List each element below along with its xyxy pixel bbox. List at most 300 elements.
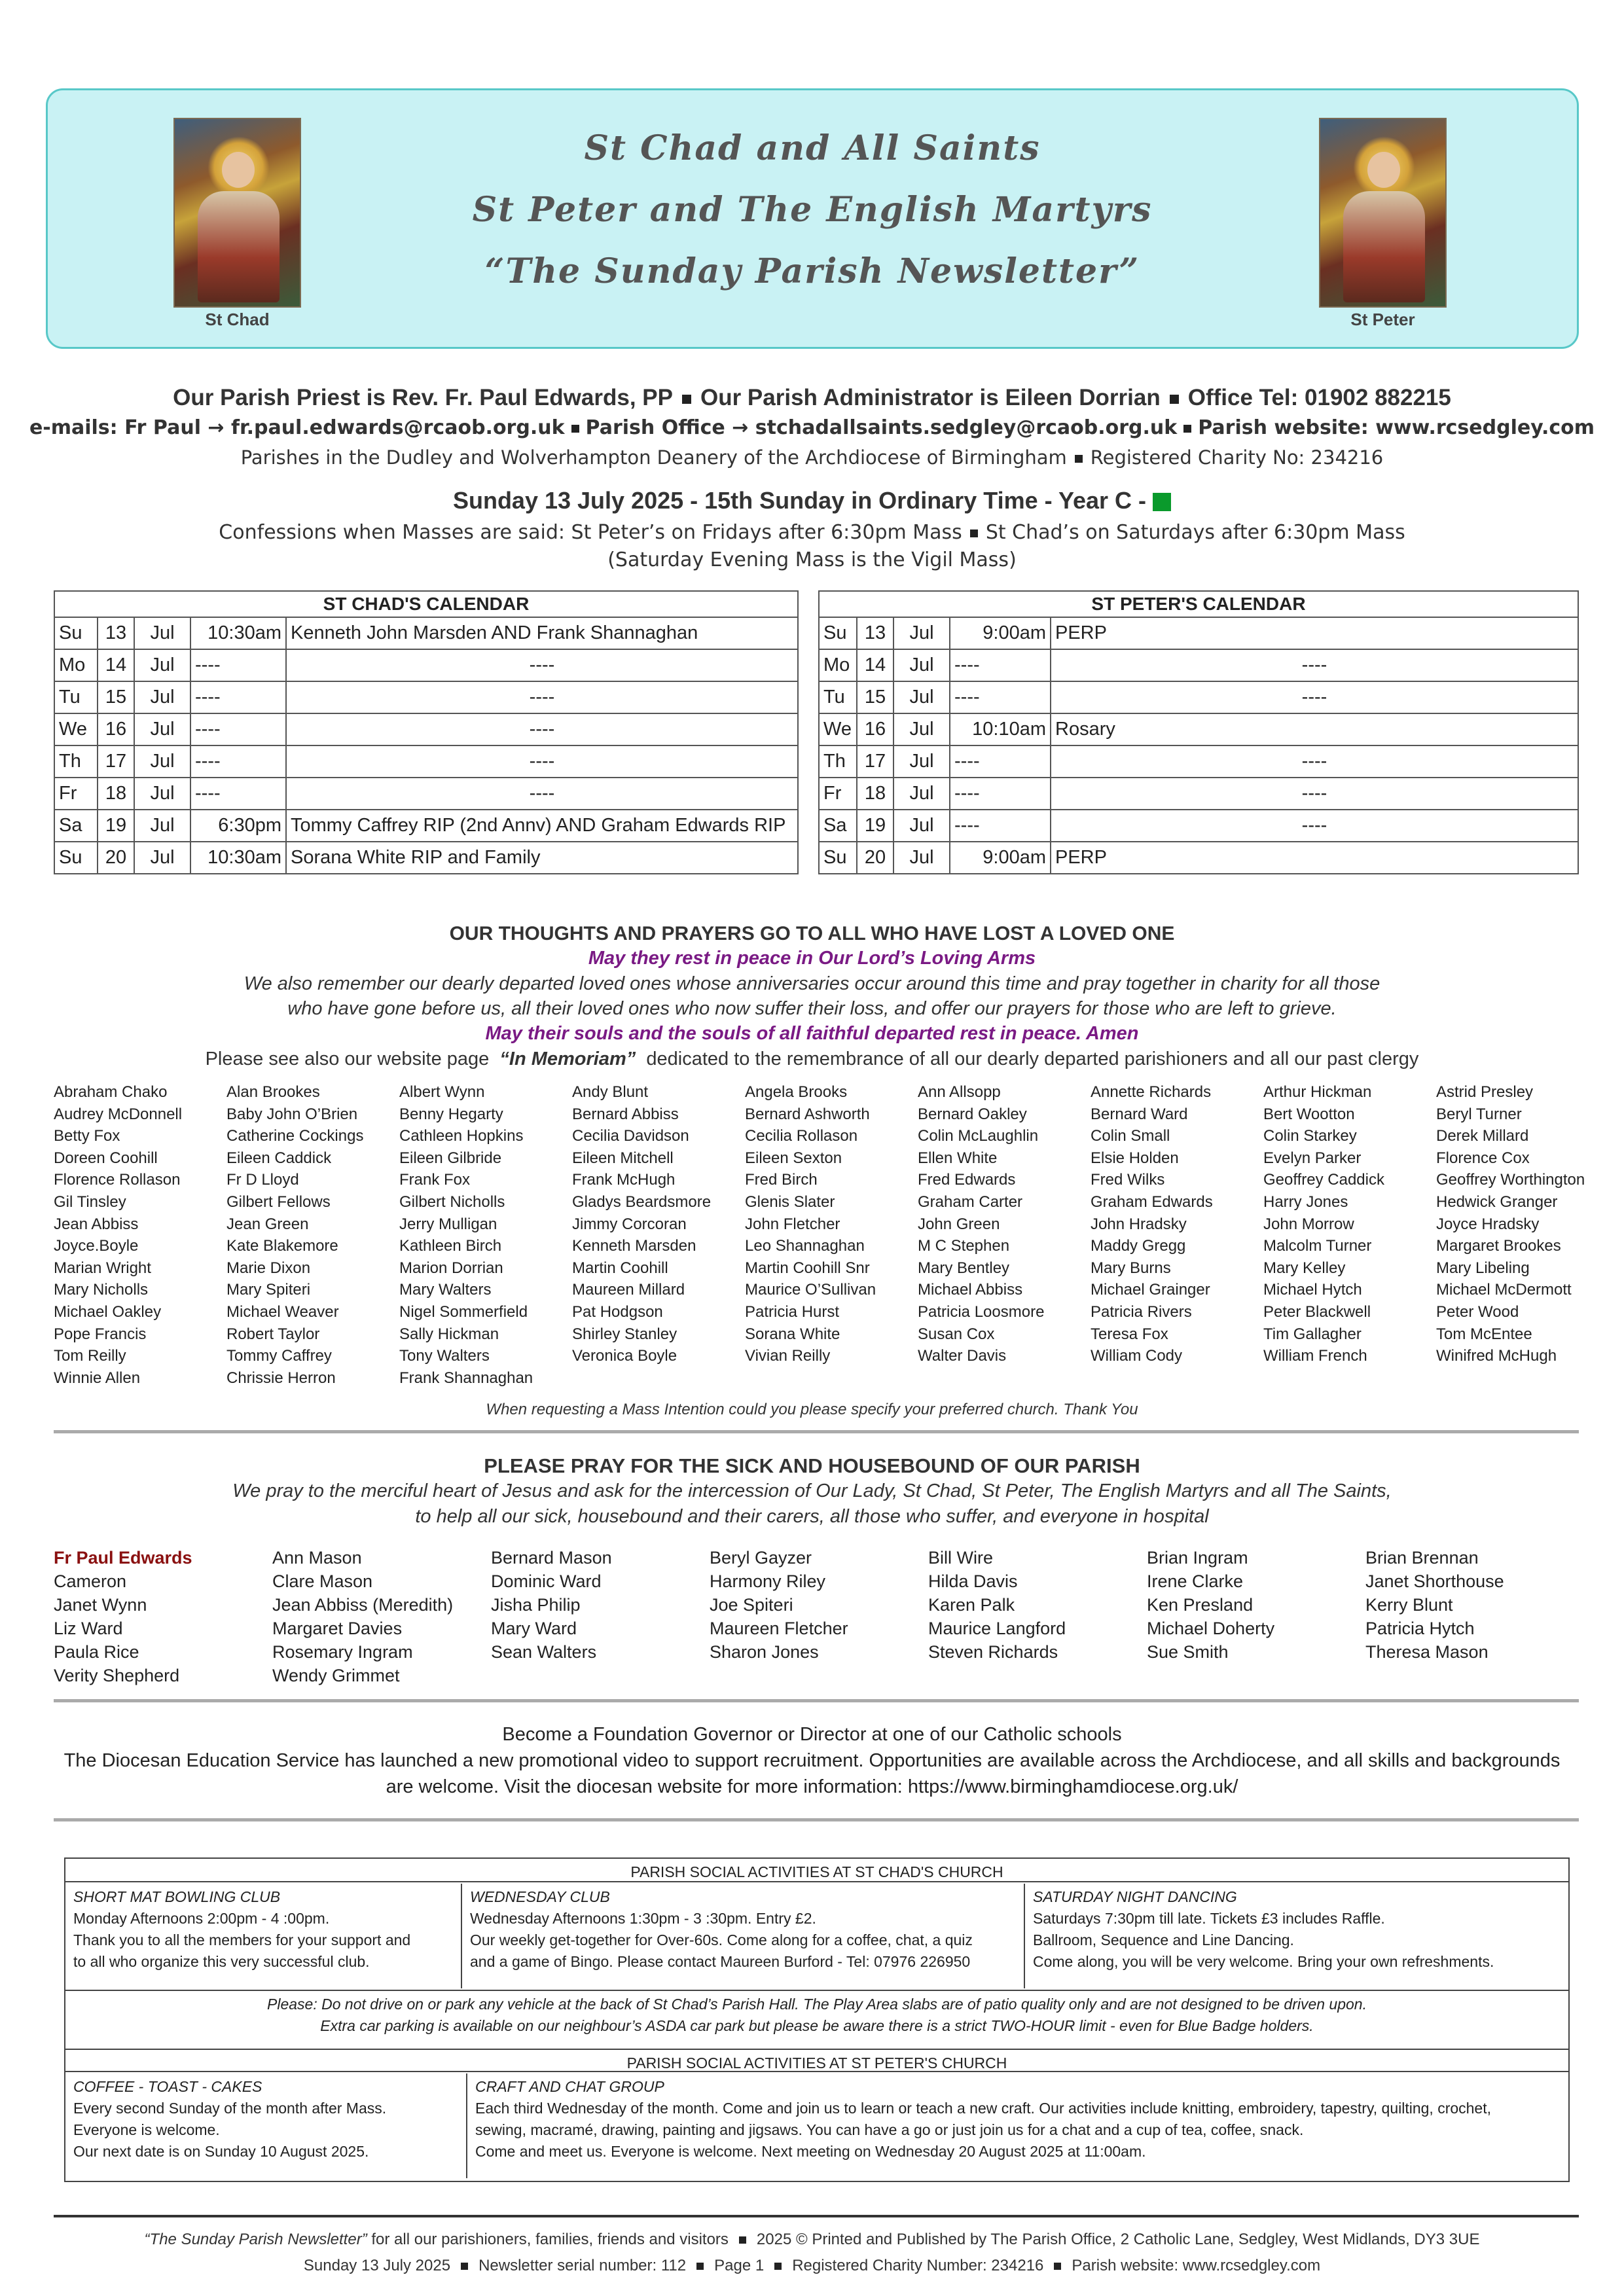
date-cell: 19	[98, 810, 134, 842]
sick-first-name: Fr Paul Edwards	[54, 1548, 192, 1568]
sick-name: Ann Mason	[272, 1548, 362, 1568]
activity-title: CRAFT AND CHAT GROUP	[475, 2078, 664, 2095]
month-cell: Jul	[893, 778, 950, 810]
memorial-amen: May their souls and the souls of all faithful departed rest in peace. Amen	[485, 1023, 1139, 1044]
activity-title: SATURDAY NIGHT DANCING	[1033, 1888, 1237, 1905]
intention-cell: Tommy Caffrey RIP (2nd Annv) AND Graham Edwards RIP	[286, 810, 798, 842]
sick-name: Sharon Jones	[710, 1642, 819, 1662]
sick-name: Irene Clarke	[1147, 1571, 1244, 1591]
sick-name: Cameron	[54, 1571, 127, 1591]
calendar-row	[819, 778, 1578, 810]
month-cell: Jul	[893, 842, 950, 874]
date-cell: 14	[857, 649, 893, 681]
memorial-name: Doreen Coohill	[54, 1149, 158, 1167]
day-cell: Th	[54, 745, 98, 778]
footer-charity: Registered Charity Number: 234216	[792, 2257, 1044, 2274]
memorial-name: Geoffrey Caddick	[1263, 1171, 1384, 1189]
footer-serial: Newsletter serial number: 112	[478, 2257, 687, 2274]
intention-cell: PERP	[1051, 617, 1578, 649]
day-cell: Su	[819, 842, 857, 874]
calendar-row	[819, 681, 1578, 713]
activity-peter-0	[65, 2073, 466, 2178]
st-chad-caption: St Chad	[205, 310, 270, 329]
memorial-name: Audrey McDonnell	[54, 1105, 183, 1123]
website-link[interactable]: Parish website: www.rcsedgley.com	[1198, 416, 1595, 439]
calendar-row	[54, 617, 798, 649]
memorial-name: Maureen Millard	[572, 1281, 685, 1299]
memorial-name: Angela Brooks	[745, 1083, 848, 1101]
memorial-name: Baby John O’Brien	[226, 1105, 358, 1123]
sick-name: Sean Walters	[491, 1642, 597, 1662]
time-cell: ----	[950, 778, 1051, 810]
day-cell: Su	[54, 842, 98, 874]
sick-name: Steven Richards	[928, 1642, 1058, 1662]
sick-name: Jisha Philip	[491, 1595, 581, 1615]
banner-title-line1: St Chad and All Saints	[584, 128, 1041, 168]
month-cell: Jul	[134, 649, 190, 681]
calendar-row	[819, 713, 1578, 745]
day-cell: Th	[819, 745, 857, 778]
memorial-name: Joyce.Boyle	[54, 1237, 139, 1255]
sick-name: Jean Abbiss (Meredith)	[272, 1595, 454, 1615]
memorial-name: Beryl Turner	[1436, 1105, 1522, 1123]
date-cell: 13	[857, 617, 893, 649]
date-cell: 19	[857, 810, 893, 842]
intention-cell: ----	[286, 649, 798, 681]
memorial-name: John Hradsky	[1091, 1215, 1187, 1233]
sick-column	[54, 1570, 179, 1687]
sick-column	[272, 1546, 453, 1687]
memorial-name: Colin Small	[1091, 1127, 1170, 1145]
memorial-name: Evelyn Parker	[1263, 1149, 1362, 1167]
sick-name: Mary Ward	[491, 1619, 577, 1638]
in-memoriam-link[interactable]: “In Memoriam”	[499, 1049, 636, 1069]
sick-name: Sue Smith	[1147, 1642, 1229, 1662]
day-cell: Su	[54, 617, 98, 649]
day-cell: Mo	[819, 649, 857, 681]
memorial-name: Vivian Reilly	[745, 1347, 831, 1365]
memorial-name: Eileen Sexton	[745, 1149, 842, 1167]
memorial-name: Marion Dorrian	[399, 1259, 503, 1277]
calendar-row	[54, 745, 798, 778]
charity-text: Registered Charity No: 234216	[1090, 446, 1384, 469]
sick-name: Joe Spiteri	[710, 1595, 793, 1615]
time-cell: ----	[950, 681, 1051, 713]
memorial-name: Tim Gallagher	[1263, 1325, 1362, 1343]
calendar-row	[54, 713, 798, 745]
email-line	[0, 416, 1624, 439]
memorial-column	[1436, 1081, 1585, 1367]
memorial-column	[1263, 1081, 1384, 1367]
contact-line	[0, 385, 1624, 411]
memorial-name: Martin Coohill	[572, 1259, 668, 1277]
activity-chad-1	[461, 1884, 1024, 1988]
memorial-name: Peter Wood	[1436, 1302, 1519, 1321]
memorial-name: Shirley Stanley	[572, 1325, 677, 1343]
activity-line: Come along, you will be very welcome. Bring your own refreshments.	[1033, 1953, 1494, 1970]
sick-text-1: We pray to the merciful heart of Jesus and ask for the intercession of Our Lady, St Chad, St Peter, The English Martyrs and all The Saints,	[232, 1480, 1392, 1501]
vigil-note: (Saturday Evening Mass is the Vigil Mass)	[607, 548, 1017, 571]
intention-cell: ----	[286, 778, 798, 810]
memorial-name: Fred Wilks	[1091, 1171, 1165, 1189]
footer-date: Sunday 13 July 2025	[303, 2257, 451, 2274]
sick-name: Patricia Hytch	[1365, 1619, 1475, 1638]
activity-title: COFFEE - TOAST - CAKES	[73, 2078, 262, 2095]
memorial-name: Frank McHugh	[572, 1171, 676, 1189]
sick-name: Michael Doherty	[1147, 1619, 1275, 1638]
memorial-name: Cathleen Hopkins	[399, 1127, 524, 1145]
memorial-name: Gilbert Fellows	[226, 1193, 331, 1211]
memorial-name: Harry Jones	[1263, 1193, 1348, 1211]
time-cell: 10:10am	[950, 713, 1051, 745]
sick-name: Beryl Gayzer	[710, 1548, 812, 1568]
footer-line-2	[0, 2257, 1624, 2275]
memorial-name: Bernard Ashworth	[745, 1105, 870, 1123]
intention-cell: ----	[1051, 810, 1578, 842]
social-activities-box	[64, 1857, 1570, 2182]
date-cell: 17	[98, 745, 134, 778]
memorial-name: John Morrow	[1263, 1215, 1354, 1233]
intention-cell: ----	[286, 681, 798, 713]
memorial-name: Mary Walters	[399, 1281, 492, 1299]
memorial-column	[918, 1081, 1044, 1367]
memorial-name: Nigel Sommerfield	[399, 1302, 528, 1321]
sick-name: Hilda Davis	[928, 1571, 1018, 1591]
memorial-name: Tommy Caffrey	[226, 1347, 332, 1365]
date-cell: 18	[857, 778, 893, 810]
liturgical-date: Sunday 13 July 2025 - 15th Sunday in Ordinary Time - Year C -	[452, 487, 1147, 514]
date-cell: 18	[98, 778, 134, 810]
memorial-name: Leo Shannaghan	[745, 1237, 865, 1255]
memorial-name: Michael McDermott	[1436, 1281, 1572, 1299]
memorial-name: Abraham Chako	[54, 1083, 168, 1101]
confessions-line	[0, 521, 1624, 544]
memorial-name: Fred Birch	[745, 1171, 818, 1189]
footer-divider	[54, 2215, 1579, 2217]
memorial-name: Florence Cox	[1436, 1149, 1530, 1167]
memorial-name: Patricia Rivers	[1091, 1302, 1192, 1321]
divider	[54, 1430, 1579, 1433]
memorial-name: Alan Brookes	[226, 1083, 320, 1101]
sick-column	[710, 1546, 848, 1664]
memorial-name: M C Stephen	[918, 1237, 1010, 1255]
memorial-name: John Green	[918, 1215, 1000, 1233]
memorial-column	[226, 1081, 363, 1389]
memorial-name: Ellen White	[918, 1149, 998, 1167]
memorial-name: Jimmy Corcoran	[572, 1215, 687, 1233]
memorial-column	[745, 1081, 876, 1367]
activity-line: Saturdays 7:30pm till late. Tickets £3 includes Raffle.	[1033, 1910, 1385, 1927]
memorial-name: Albert Wynn	[399, 1083, 485, 1101]
governor-text-1: The Diocesan Education Service has launched a new promotional video to support recruitment. Opportunities are available across the Archdiocese, and all skills and backgrounds	[63, 1750, 1561, 1771]
intention-cell: Kenneth John Marsden AND Frank Shannaghan	[286, 617, 798, 649]
memorial-rest: May they rest in peace in Our Lord’s Loving Arms	[588, 948, 1036, 969]
memorial-name: Mary Bentley	[918, 1259, 1010, 1277]
date-cell: 20	[857, 842, 893, 874]
intention-cell: Sorana White RIP and Family	[286, 842, 798, 874]
memorial-name: Jerry Mulligan	[399, 1215, 497, 1233]
activity-line: and a game of Bingo. Please contact Maureen Burford - Tel: 07976 226950	[470, 1953, 971, 1970]
intention-cell: ----	[1051, 649, 1578, 681]
activity-line: Each third Wednesday of the month. Come and join us to learn or teach a new craft. Our activities include knitting, embroidery, tapestry, quilting, crochet,	[475, 2100, 1492, 2117]
activity-title: WEDNESDAY CLUB	[470, 1888, 610, 1905]
memorial-name: Bernard Ward	[1091, 1105, 1188, 1123]
day-cell: Tu	[54, 681, 98, 713]
sick-column	[1147, 1546, 1274, 1664]
memorial-name: Gil Tinsley	[54, 1193, 126, 1211]
memorial-name: Fred Edwards	[918, 1171, 1016, 1189]
calendar-row	[54, 778, 798, 810]
activity-peter-1	[466, 2073, 1568, 2178]
sick-name: Margaret Davies	[272, 1619, 403, 1638]
memorial-name: Sally Hickman	[399, 1325, 499, 1343]
sick-name: Maurice Langford	[928, 1619, 1066, 1638]
priest-text: Our Parish Priest is Rev. Fr. Paul Edwards, PP	[173, 385, 673, 410]
memorial-name: Mary Kelley	[1263, 1259, 1346, 1277]
sick-name: Janet Wynn	[54, 1595, 147, 1615]
date-cell: 16	[98, 713, 134, 745]
memorial-name: Tom Reilly	[54, 1347, 126, 1365]
governor-text-2: are welcome. Visit the diocesan website for more information: https://www.birminghamdiocese.org.uk/	[386, 1776, 1238, 1797]
memorial-name: Colin Starkey	[1263, 1127, 1357, 1145]
sick-title: PLEASE PRAY FOR THE SICK AND HOUSEBOUND OF OUR PARISH	[484, 1454, 1140, 1477]
calendar-row	[54, 649, 798, 681]
memorial-name: William Cody	[1091, 1347, 1183, 1365]
memorial-name: Glenis Slater	[745, 1193, 835, 1211]
memorial-text-1: We also remember our dearly departed loved ones whose anniversaries occur around this time and pray together in charity for all those	[244, 973, 1380, 994]
sick-name: Bill Wire	[928, 1548, 993, 1568]
admin-text: Our Parish Administrator is Eileen Dorrian	[700, 385, 1161, 410]
time-cell: ----	[190, 745, 286, 778]
memorial-name: Mary Nicholls	[54, 1281, 149, 1299]
month-cell: Jul	[134, 617, 190, 649]
memorial-name: Joyce Hradsky	[1436, 1215, 1540, 1233]
memorial-name: Kenneth Marsden	[572, 1237, 696, 1255]
memorial-name: Ann Allsopp	[918, 1083, 1001, 1101]
activity-line: Our weekly get-together for Over-60s. Come along for a coffee, chat, a quiz	[470, 1931, 973, 1948]
activity-line: to all who organize this very successful club.	[73, 1953, 370, 1970]
memorial-name: Mary Burns	[1091, 1259, 1171, 1277]
time-cell: ----	[190, 778, 286, 810]
st-chad-calendar	[54, 590, 799, 874]
memorial-name: Marie Dixon	[226, 1259, 311, 1277]
memorial-name: Kathleen Birch	[399, 1237, 502, 1255]
month-cell: Jul	[134, 778, 190, 810]
office-email[interactable]: Parish Office → stchadallsaints.sedgley@rcaob.org.uk	[585, 416, 1178, 439]
calendar-title: ST CHAD'S CALENDAR	[54, 591, 798, 617]
sick-name: Theresa Mason	[1365, 1642, 1489, 1662]
memorial-name: Gladys Beardsmore	[572, 1193, 712, 1211]
sick-column	[928, 1546, 1066, 1664]
day-cell: We	[54, 713, 98, 745]
memorial-name: Michael Oakley	[54, 1302, 162, 1321]
month-cell: Jul	[134, 810, 190, 842]
activity-chad-0	[65, 1884, 461, 1988]
day-cell: Sa	[54, 810, 98, 842]
memorial-name: Elsie Holden	[1091, 1149, 1179, 1167]
deanery-text: Parishes in the Dudley and Wolverhampton Deanery of the Archdiocese of Birmingham	[240, 446, 1067, 469]
intention-cell: ----	[286, 745, 798, 778]
sick-name: Maureen Fletcher	[710, 1619, 848, 1638]
memorial-name: Annette Richards	[1091, 1083, 1212, 1101]
calendar-row	[819, 649, 1578, 681]
sick-name: Dominic Ward	[491, 1571, 602, 1591]
sick-name: Harmony Riley	[710, 1571, 826, 1591]
intention-cell: Rosary	[1051, 713, 1578, 745]
calendar-row	[54, 681, 798, 713]
month-cell: Jul	[893, 649, 950, 681]
sick-text-2: to help all our sick, housebound and their carers, all those who suffer, and everyone in hospital	[415, 1506, 1209, 1527]
sick-name: Ken Presland	[1147, 1595, 1254, 1615]
month-cell: Jul	[134, 713, 190, 745]
date-cell: 15	[98, 681, 134, 713]
divider	[54, 1699, 1579, 1702]
day-cell: Fr	[819, 778, 857, 810]
memorial-name: Benny Hegarty	[399, 1105, 503, 1123]
activity-line: Ballroom, Sequence and Line Dancing.	[1033, 1931, 1294, 1948]
memorial-name: Robert Taylor	[226, 1325, 320, 1343]
time-cell: 9:00am	[950, 617, 1051, 649]
parking-note	[65, 1990, 1568, 2049]
sick-name: Brian Brennan	[1365, 1548, 1479, 1568]
memorial-name: Michael Hytch	[1263, 1281, 1362, 1299]
footer-website[interactable]: Parish website: www.rcsedgley.com	[1072, 2257, 1321, 2274]
date-line	[0, 487, 1624, 514]
memorial-name: Frank Shannaghan	[399, 1369, 533, 1387]
website-pre: Please see also our website page	[205, 1049, 490, 1069]
date-cell: 17	[857, 745, 893, 778]
st-peter-calendar	[818, 590, 1579, 874]
footer-copyright: 2025 © Printed and Published by The Parish Office, 2 Catholic Lane, Sedgley, West Midlands, DY3 3UE	[756, 2231, 1480, 2248]
time-cell: 10:30am	[190, 617, 286, 649]
sick-name: Kerry Blunt	[1365, 1595, 1453, 1615]
parking-text-1: Please: Do not drive on or park any vehicle at the back of St Chad’s Parish Hall. The Play Area slabs are of patio quality only and are not designed to be driven upon.	[267, 1996, 1367, 2013]
memorial-name: Susan Cox	[918, 1325, 995, 1343]
intention-cell: ----	[1051, 681, 1578, 713]
memorial-name: Malcolm Turner	[1263, 1237, 1372, 1255]
memorial-name: Gilbert Nicholls	[399, 1193, 505, 1211]
memorial-name: William French	[1263, 1347, 1367, 1365]
sick-name: Wendy Grimmet	[272, 1666, 400, 1685]
sick-column	[1365, 1546, 1504, 1664]
memorial-name: Maurice O’Sullivan	[745, 1281, 876, 1299]
memorial-name: Geoffrey Worthington	[1436, 1171, 1585, 1189]
memorial-name: Michael Grainger	[1091, 1281, 1210, 1299]
date-cell: 13	[98, 617, 134, 649]
memorial-column	[399, 1081, 533, 1389]
memorial-name: Peter Blackwell	[1263, 1302, 1371, 1321]
month-cell: Jul	[134, 681, 190, 713]
day-cell: We	[819, 713, 857, 745]
memorial-name: Andy Blunt	[572, 1083, 649, 1101]
memorial-name: Cecilia Rollason	[745, 1127, 858, 1145]
sick-column	[491, 1546, 612, 1664]
green-liturgical-square	[1153, 493, 1171, 511]
memorial-name: Florence Rollason	[54, 1171, 181, 1189]
memorial-name: Betty Fox	[54, 1127, 120, 1145]
activity-line: Monday Afternoons 2:00pm - 4 :00pm.	[73, 1910, 330, 1927]
sick-name: Clare Mason	[272, 1571, 373, 1591]
time-cell: 6:30pm	[190, 810, 286, 842]
website-post: dedicated to the remembrance of all our dearly departed parishioners and all our past clergy	[646, 1049, 1419, 1069]
month-cell: Jul	[893, 617, 950, 649]
memorial-name: Eileen Caddick	[226, 1149, 332, 1167]
intention-cell: ----	[1051, 778, 1578, 810]
memorial-name: Winnie Allen	[54, 1369, 141, 1387]
calendar-row	[54, 810, 798, 842]
intention-cell: ----	[286, 713, 798, 745]
activity-title: SHORT MAT BOWLING CLUB	[73, 1888, 281, 1905]
time-cell: ----	[950, 649, 1051, 681]
memorial-column	[54, 1081, 182, 1389]
memorial-name: Pope Francis	[54, 1325, 147, 1343]
memorial-name: Colin McLaughlin	[918, 1127, 1039, 1145]
memorial-name: Pat Hodgson	[572, 1302, 663, 1321]
memorial-name: Jean Abbiss	[54, 1215, 139, 1233]
time-cell: ----	[950, 810, 1051, 842]
day-cell: Sa	[819, 810, 857, 842]
day-cell: Mo	[54, 649, 98, 681]
month-cell: Jul	[134, 842, 190, 874]
footer-line-1	[0, 2231, 1624, 2249]
masthead-banner	[46, 88, 1579, 349]
banner-title-line2: St Peter and The English Martyrs	[472, 190, 1153, 230]
calendar-title: ST PETER'S CALENDAR	[819, 591, 1578, 617]
memorial-text-2: who have gone before us, all their loved ones who now suffer their loss, and offer our prayers for those who are left to grieve.	[287, 998, 1337, 1019]
memorial-name: Astrid Presley	[1436, 1083, 1534, 1101]
memorial-name: Tom McEntee	[1436, 1325, 1532, 1343]
banner-title-line3: “The Sunday Parish Newsletter”	[484, 251, 1140, 291]
day-cell: Tu	[819, 681, 857, 713]
memorial-name: Graham Edwards	[1091, 1193, 1213, 1211]
memorial-name: Patricia Loosmore	[918, 1302, 1045, 1321]
calendar-row	[819, 617, 1578, 649]
month-cell: Jul	[893, 713, 950, 745]
confessions-text-2: St Chad’s on Saturdays after 6:30pm Mass	[985, 521, 1405, 544]
activity-line: Come and meet us. Everyone is welcome. Next meeting on Wednesday 20 August 2025 at 11:00am.	[475, 2143, 1146, 2160]
day-cell: Su	[819, 617, 857, 649]
date-cell: 20	[98, 842, 134, 874]
activity-chad-2	[1024, 1884, 1568, 1988]
date-cell: 16	[857, 713, 893, 745]
sick-name: Rosemary Ingram	[272, 1642, 413, 1662]
memorial-name: Veronica Boyle	[572, 1347, 677, 1365]
memorial-name: Patricia Hurst	[745, 1302, 840, 1321]
memorial-name: Tony Walters	[399, 1347, 490, 1365]
deanery-line	[0, 446, 1624, 469]
footer-audience: for all our parishioners, families, friends and visitors	[371, 2231, 729, 2248]
day-cell: Fr	[54, 778, 98, 810]
memorial-name: Margaret Brookes	[1436, 1237, 1561, 1255]
memorial-name: Marian Wright	[54, 1259, 151, 1277]
memorial-name: Graham Carter	[918, 1193, 1023, 1211]
sick-name: Paula Rice	[54, 1642, 139, 1662]
fr-paul-email[interactable]: e-mails: Fr Paul → fr.paul.edwards@rcaob.org.uk	[29, 416, 565, 439]
calendar-row	[819, 745, 1578, 778]
memorial-name: Cecilia Davidson	[572, 1127, 689, 1145]
calendar-row	[819, 842, 1578, 874]
time-cell: 10:30am	[190, 842, 286, 874]
activity-line: Our next date is on Sunday 10 August 2025.	[73, 2143, 369, 2160]
st-peter-caption: St Peter	[1350, 310, 1415, 329]
memorial-column	[572, 1081, 711, 1367]
memorial-name: Chrissie Herron	[226, 1369, 336, 1387]
memorial-name: Mary Spiteri	[226, 1281, 311, 1299]
parking-text-2: Extra car parking is available on our neighbour’s ASDA car park but please be aware there is a strict TWO-HOUR limit - even for Blue Badge holders.	[320, 2017, 1314, 2034]
intention-cell: ----	[1051, 745, 1578, 778]
activity-line: Everyone is welcome.	[73, 2121, 220, 2138]
memorial-name: Maddy Gregg	[1091, 1237, 1186, 1255]
